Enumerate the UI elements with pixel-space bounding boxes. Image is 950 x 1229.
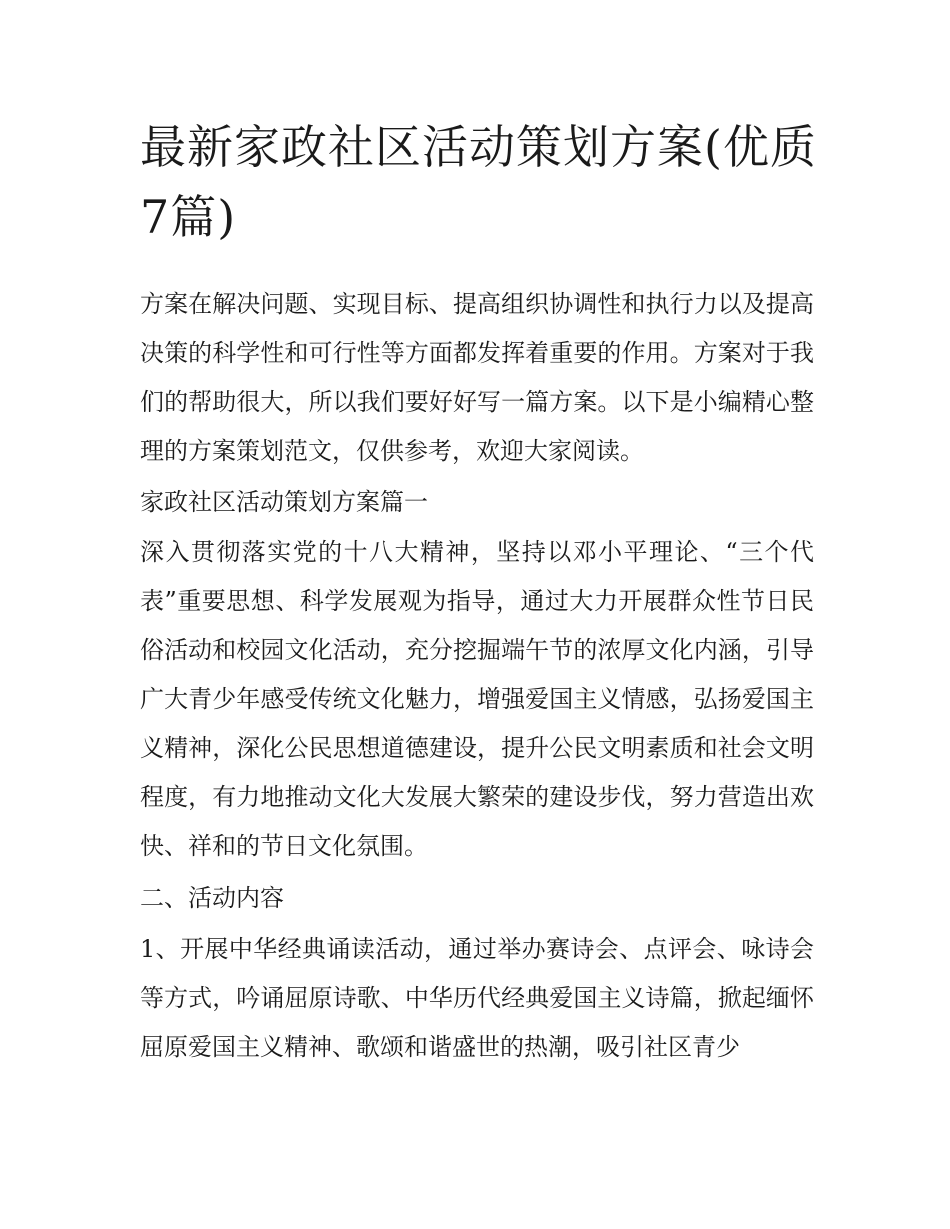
section-title: 家政社区活动策划方案篇一 [140,488,428,516]
purpose-paragraph: 深入贯彻落实党的十八大精神，坚持以邓小平理论、“三个代表”重要思想、科学发展观为指导，通过大力开展群众性节日民俗活动和校园文化活动，充分挖掘端午节的浓厚文化内涵，引导广大青少年感受传统文化魅力，增强爱国主义情感，弘扬爱国主义精神，深化公民思想道德建设，提升公民文明素质和社会文明程度，有力地推动文化大发展大繁荣的建设步伐，努力营造出欢快、祥和的节日文化氛围。 [140,538,814,860]
content-heading: 二、活动内容 [140,884,284,912]
document-title: 最新家政社区活动策划方案(优质7篇) [140,120,817,244]
intro-paragraph: 方案在解决问题、实现目标、提高组织协调性和执行力以及提高决策的科学性和可行性等方面都发挥着重要的作用。方案对于我们的帮助很大，所以我们要好好写一篇方案。以下是小编精心整理的方案策划范文，仅供参考，欢迎大家阅读。 [140,290,814,465]
document-body [140,280,814,1072]
content-item-1: 1、开展中华经典诵读活动，通过举办赛诗会、点评会、咏诗会等方式，吟诵屈原诗歌、中华历代经典爱国主义诗篇，掀起缅怀屈原爱国主义精神、歌颂和谐盛世的热潮，吸引社区青少 [140,935,814,1061]
